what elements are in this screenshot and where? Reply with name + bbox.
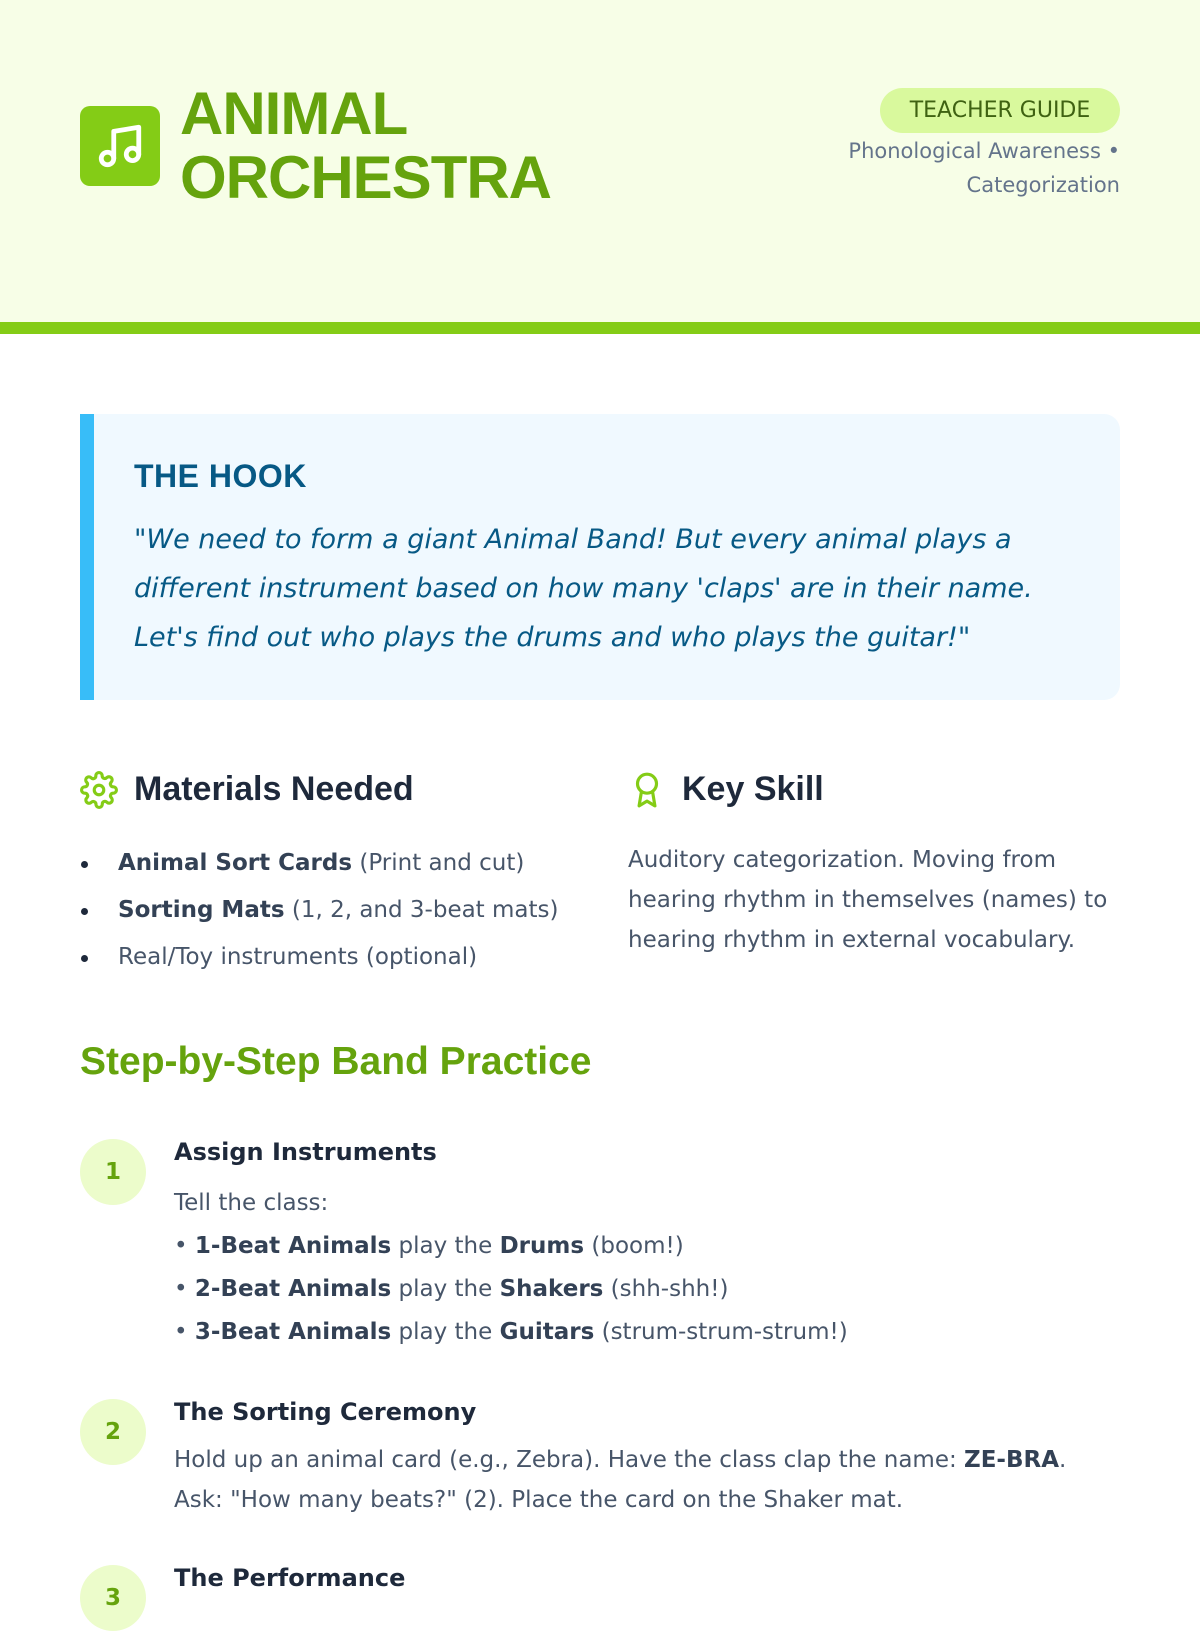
- materials-heading: [80, 770, 414, 809]
- hook-quote: [134, 515, 1094, 662]
- key-skill-text: [628, 840, 1128, 960]
- bullet-text: play the: [391, 1233, 500, 1259]
- subject-tags: [790, 134, 1120, 202]
- item-text: (1, 2, and 3-beat mats): [284, 897, 559, 923]
- logo: [80, 106, 160, 186]
- step-bullet: • 1-Beat Animals play the Drums (boom!): [174, 1233, 684, 1259]
- materials-title: Materials Needed: [134, 770, 414, 808]
- step-text: Hold up an animal card (e.g., Zebra). Have the class clap the name:: [174, 1447, 965, 1473]
- item-text: Real/Toy instruments (optional): [118, 944, 478, 970]
- list-item: [80, 840, 600, 887]
- step-text: .: [1059, 1447, 1067, 1473]
- step-body: [174, 1440, 1114, 1520]
- steps-heading: Step-by-Step Band Practice: [80, 1040, 592, 1083]
- bullet-bold: Guitars: [499, 1319, 595, 1345]
- key-skill-title: Key Skill: [682, 770, 824, 808]
- title-line-1: ANIMAL: [180, 80, 408, 147]
- step-number: 2: [80, 1399, 146, 1465]
- step-body: [174, 1182, 1114, 1354]
- music-note-icon: [95, 121, 145, 171]
- item-bold: Sorting Mats: [118, 897, 285, 923]
- step-number: 1: [80, 1139, 146, 1205]
- key-skill-heading: [628, 770, 824, 809]
- item-bold: Animal Sort Cards: [118, 850, 353, 876]
- step-title: Assign Instruments: [174, 1138, 437, 1166]
- bullet-bold: 3-Beat Animals: [194, 1319, 392, 1345]
- step-line-2: Ask: "How many beats?" (2). Place the card on the Shaker mat.: [174, 1487, 904, 1513]
- skill-line-3: hearing rhythm in external vocabulary.: [628, 927, 1076, 953]
- step-title: The Sorting Ceremony: [174, 1398, 477, 1426]
- title-line-2: ORCHESTRA: [180, 144, 552, 211]
- bullet-bold: 1-Beat Animals: [194, 1233, 392, 1259]
- header: [0, 0, 1200, 334]
- step-title: The Performance: [174, 1564, 406, 1592]
- gear-icon: [80, 771, 118, 809]
- item-text: (Print and cut): [352, 850, 525, 876]
- skill-line-2: hearing rhythm in themselves (names) to: [628, 887, 1108, 913]
- bullet-text: play the: [391, 1276, 500, 1302]
- materials-list: [80, 840, 600, 981]
- step-bullet: • 3-Beat Animals play the Guitars (strum-strum-strum!): [174, 1319, 848, 1345]
- bullet-text: (shh-shh!): [603, 1276, 729, 1302]
- bullet-bold: 2-Beat Animals: [194, 1276, 392, 1302]
- bullet-text: (boom!): [584, 1233, 684, 1259]
- award-ribbon-icon: [628, 771, 666, 809]
- bullet-bold: Drums: [499, 1233, 585, 1259]
- hook-quote-line-1: "We need to form a giant Animal Band! But every animal plays a: [134, 524, 1012, 555]
- bullet-text: (strum-strum-strum!): [594, 1319, 848, 1345]
- subject-line-2: Categorization: [966, 173, 1120, 197]
- step-line-1: [174, 1440, 1114, 1480]
- hook-callout: [80, 414, 1120, 700]
- list-item: [80, 934, 600, 981]
- step-bold: ZE-BRA: [964, 1447, 1060, 1473]
- bullet-text: play the: [391, 1319, 500, 1345]
- hook-title: THE HOOK: [134, 458, 307, 494]
- skill-line-1: Auditory categorization. Moving from: [628, 847, 1056, 873]
- page-title: [180, 82, 551, 210]
- step-number: 3: [80, 1565, 146, 1631]
- step-bullet: • 2-Beat Animals play the Shakers (shh-shh!): [174, 1276, 729, 1302]
- teacher-guide-badge: TEACHER GUIDE: [880, 88, 1120, 133]
- hook-quote-line-3: Let's find out who plays the drums and who plays the guitar!": [134, 622, 971, 653]
- subject-line-1: Phonological Awareness •: [848, 139, 1120, 163]
- hook-quote-line-2: different instrument based on how many 'claps' are in their name.: [134, 573, 1033, 604]
- step-intro: Tell the class:: [174, 1190, 329, 1216]
- list-item: [80, 887, 600, 934]
- bullet-bold: Shakers: [499, 1276, 604, 1302]
